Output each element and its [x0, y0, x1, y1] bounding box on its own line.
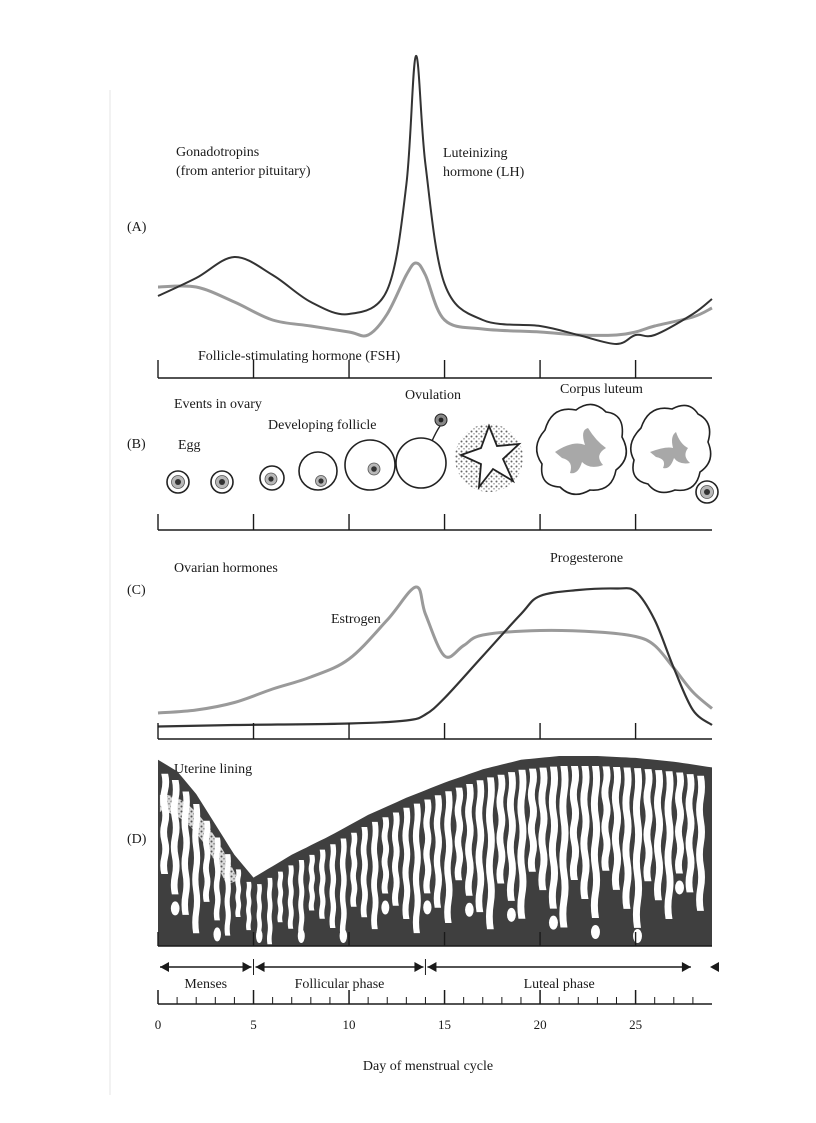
gland-blob	[591, 925, 600, 939]
egg-cell-2	[211, 471, 233, 493]
uterine-gland	[402, 808, 410, 919]
fsh-curve	[158, 263, 712, 336]
corpus-luteum-1	[537, 404, 627, 494]
gland-blob	[507, 908, 516, 922]
uterine-gland	[298, 860, 304, 937]
phase-label: Luteal phase	[523, 977, 595, 992]
gland-blob	[465, 903, 474, 917]
panel-b-ticks	[158, 514, 636, 530]
panel-c-id: (C)	[127, 583, 146, 598]
panel-c-heading: Ovarian hormones	[174, 561, 278, 576]
phase-arrowhead	[160, 962, 169, 972]
uterine-gland	[235, 869, 241, 917]
uterine-gland	[288, 865, 294, 928]
uterine-gland	[361, 827, 368, 917]
panel-b-id: (B)	[127, 437, 146, 452]
phase-label: Menses	[184, 977, 228, 992]
day-axis	[155, 990, 712, 1074]
day-tick-label: 15	[438, 1017, 452, 1032]
gland-blob	[213, 927, 220, 941]
uterine-gland	[203, 821, 210, 902]
uterine-gland	[277, 872, 283, 923]
phase-label: Follicular phase	[294, 977, 385, 992]
egg-label: Egg	[178, 438, 201, 453]
egg-cell-3	[696, 481, 718, 503]
uterine-gland	[382, 817, 390, 893]
panel-a-heading: Gonadotropins (from anterior pituitary)	[176, 145, 311, 179]
day-axis-label: Day of menstrual cycle	[362, 1059, 494, 1074]
panel-a	[127, 56, 712, 378]
progesterone-label: Progesterone	[550, 551, 624, 566]
ruptured-follicle	[455, 424, 523, 492]
panel-d	[127, 756, 712, 946]
uterine-gland	[392, 813, 400, 906]
uterine-gland	[225, 854, 231, 935]
corpus-luteum-label: Corpus luteum	[560, 382, 643, 397]
lh-label: Luteinizing hormone (LH)	[443, 146, 525, 180]
uterine-gland	[329, 844, 336, 928]
uterine-gland	[371, 822, 378, 929]
estrogen-label: Estrogen	[331, 612, 381, 627]
panel-b	[127, 382, 718, 530]
panel-b-heading: Events in ovary	[174, 397, 262, 412]
ovulation-label: Ovulation	[405, 388, 461, 403]
uterine-gland	[267, 878, 273, 944]
uterine-gland	[309, 855, 315, 911]
progesterone-curve	[158, 588, 712, 726]
follicle-stage-1	[260, 466, 284, 490]
phase-arrowhead	[427, 962, 436, 972]
corpus-luteum-2	[631, 405, 711, 492]
uterine-gland	[340, 838, 347, 938]
estrogen-curve	[158, 587, 712, 713]
gland-blob	[633, 929, 642, 943]
gland-blob	[171, 901, 180, 915]
gland-blob	[340, 929, 347, 943]
uterine-gland	[246, 882, 251, 930]
follicle-stage-3	[345, 440, 395, 490]
day-tick-label: 10	[342, 1017, 356, 1032]
gland-blob	[381, 901, 389, 915]
day-axis-ticks	[155, 990, 693, 1032]
panel-c	[127, 551, 712, 739]
developing-follicle-label: Developing follicle	[268, 418, 377, 433]
egg-cell-1	[167, 471, 189, 493]
phase-arrowhead	[682, 962, 691, 972]
gland-blob	[549, 916, 558, 930]
day-tick-label: 20	[533, 1017, 547, 1032]
uterine-gland	[214, 837, 221, 920]
panel-d-id: (D)	[127, 832, 147, 847]
uterine-gland	[319, 850, 325, 919]
gland-blob	[675, 880, 684, 894]
ovulating-follicle	[396, 414, 447, 488]
day-tick-label: 25	[629, 1017, 643, 1032]
panel-d-heading: Uterine lining	[174, 762, 253, 777]
phase-arrowhead	[243, 962, 252, 972]
phase-arrowhead	[414, 962, 423, 972]
gland-blob	[256, 929, 263, 943]
uterine-lining	[158, 756, 712, 946]
day-tick-label: 5	[250, 1017, 257, 1032]
uterine-gland	[350, 833, 357, 907]
phase-arrowhead	[710, 962, 719, 972]
gland-blob	[298, 929, 305, 943]
phase-bar	[160, 959, 719, 992]
fsh-label: Follicle-stimulating hormone (FSH)	[198, 349, 401, 364]
panel-a-id: (A)	[127, 220, 147, 235]
phase-arrowhead	[256, 962, 265, 972]
day-tick-label: 0	[154, 1017, 162, 1032]
follicle-stage-2	[299, 452, 337, 490]
gland-blob	[423, 900, 431, 914]
